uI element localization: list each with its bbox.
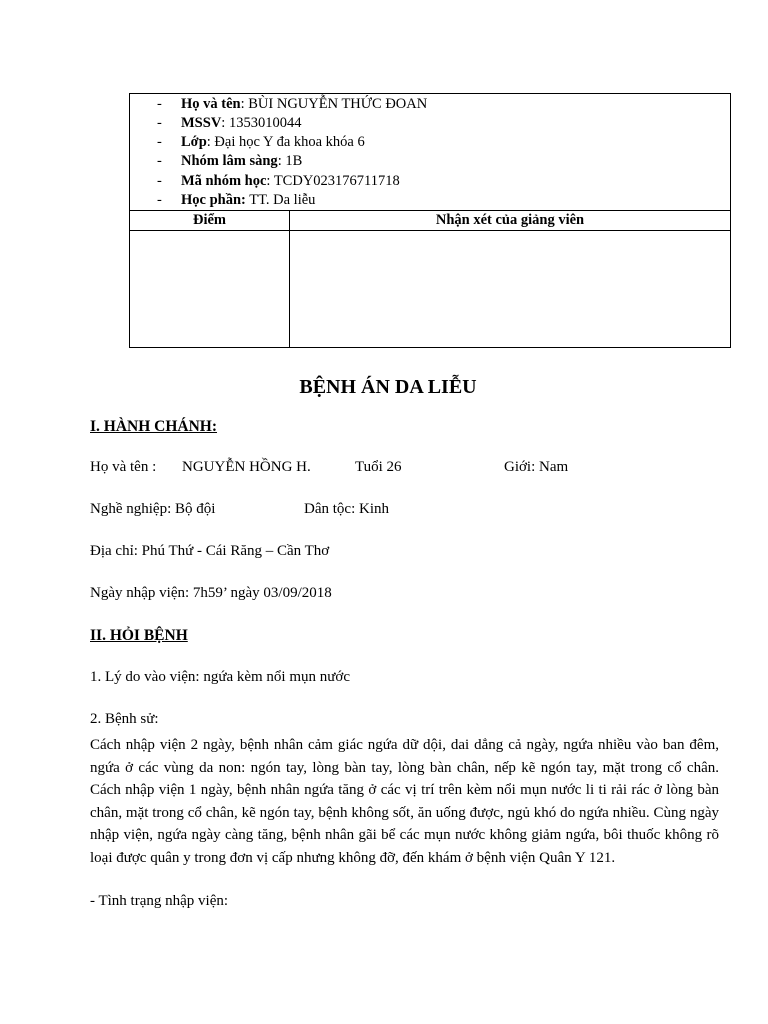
dash-bullet: - [157, 192, 162, 208]
student-info-table [129, 93, 731, 348]
info-label-clinical-group: Nhóm lâm sàng [181, 153, 278, 169]
info-label-student-id: MSSV [181, 115, 222, 131]
section-history-heading: II. HỎI BỆNH [90, 627, 188, 644]
score-cell [130, 231, 289, 347]
admission-date: Ngày nhập viện: 7h59’ ngày 03/09/2018 [90, 585, 332, 601]
reason-for-admission: 1. Lý do vào viện: ngứa kèm nổi mụn nước [90, 669, 350, 685]
patient-gender: Giới: Nam [504, 459, 569, 475]
info-label-name: Họ và tên [181, 96, 241, 112]
info-label-class: Lớp [181, 134, 207, 150]
info-sep: : [206, 134, 215, 150]
student-info-block [130, 94, 730, 210]
patient-address: Địa chỉ: Phú Thứ - Cái Răng – Cần Thơ [90, 543, 330, 559]
info-value-clinical-group: 1B [285, 153, 303, 169]
info-sep: : [266, 173, 274, 189]
patient-occupation: Nghề nghiệp: Bộ đội [90, 501, 216, 517]
history-paragraph: Cách nhập viện 2 ngày, bệnh nhân cảm giác ngứa dữ dội, dai dẳng cả ngày, ngứa nhiều vào ban đêm, ngứa ở các vùng da non: ngón tay, lòng bàn tay, lòng bàn chân, nếp kẽ ngón tay, mặt trong cổ chân. Cách nhập viện 1 ngày, bệnh nhân ngứa tăng ở các vị trí trên kèm nổi mụn nước li ti rải rác ở lòng bàn chân, mặt trong cổ chân, kẽ ngón tay, bệnh không sốt, ăn uống được, ngủ khó do ngứa nhiều. Cùng ngày nhập viện, ngứa ngày càng tăng, bệnh nhân gãi bể các mụn nước không giảm ngứa, bôi thuốc không rõ loại được quân y trong đơn vị cấp nhưng không đỡ, đến khám ở bệnh viện Quân Y 121. [90, 737, 719, 866]
info-value-name: BÙI NGUYỄN THỨC ĐOAN [248, 96, 428, 112]
patient-age: Tuổi 26 [355, 459, 402, 475]
admission-status-label: - Tình trạng nhập viện: [90, 893, 229, 909]
comment-cell [290, 231, 730, 347]
comment-column-header: Nhận xét của giảng viên [435, 212, 585, 228]
info-sep: : [277, 153, 286, 169]
patient-name-value: NGUYỄN HỒNG H. [182, 459, 311, 475]
info-label-course: Học phần: [181, 192, 246, 208]
section-administrative-heading: I. HÀNH CHÁNH: [90, 418, 218, 435]
document-title: BỆNH ÁN DA LIỄU [299, 376, 477, 398]
dash-bullet: - [157, 134, 162, 150]
info-sep: : [221, 115, 229, 131]
dash-bullet: - [157, 173, 162, 189]
info-value-class: Đại học Y đa khoa khóa 6 [214, 134, 365, 150]
history-label: 2. Bệnh sử: [90, 711, 159, 727]
dash-bullet: - [157, 96, 162, 112]
info-label-group-code: Mã nhóm học [181, 173, 267, 189]
score-column-header: Điểm [192, 212, 226, 228]
dash-bullet: - [157, 153, 162, 169]
info-value-student-id: 1353010044 [228, 115, 302, 131]
patient-name-label: Họ và tên : [90, 459, 157, 475]
info-sep: : [240, 96, 249, 112]
info-value-course: TT. Da liễu [249, 192, 316, 208]
info-value-group-code: TCDY023176711718 [273, 173, 400, 189]
patient-ethnicity: Dân tộc: Kinh [304, 501, 389, 517]
dash-bullet: - [157, 115, 162, 131]
